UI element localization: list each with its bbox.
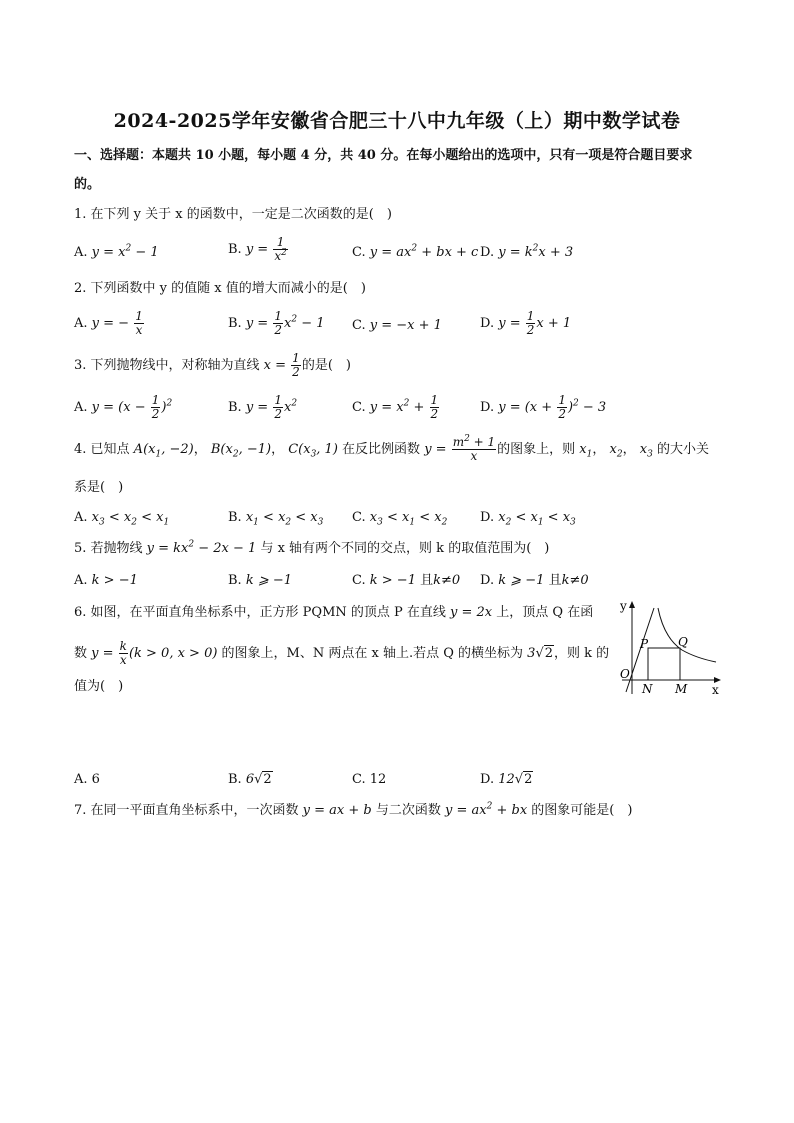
- q2-option-a: A. y = − $\frac{1}{x}$: [74, 309, 143, 337]
- label-n: N: [642, 682, 653, 696]
- label-y: y: [620, 599, 627, 613]
- q4-stem: 4. 已知点 $A(x_1$, −2)， $B(x_2$, −1)， $C(x_3$, 1) 在反比例函数 y = $\frac{m^2 + 1}{x}$ 的图象上，则 $x_1$， $x_2$， $x_3$ 的大小关: [74, 434, 709, 463]
- q6-stem-line1: 6. 如图，在平面直角坐标系中，正方形 PQMN 的顶点 P 在直线 y = 2x 上，顶点 Q 在函: [74, 605, 594, 620]
- label-q: Q: [678, 635, 688, 649]
- label-o: O: [620, 667, 630, 681]
- q5-option-c: C. k > −1 且k≠0: [352, 573, 461, 588]
- q3-option-d: D. y = (x + $\frac{1}{2}$ )$^2$ − 3: [480, 393, 607, 421]
- q6-stem-line3: 值为( ): [74, 679, 124, 694]
- q4-option-d: D. $x_2 < x_1 < x_3$: [480, 510, 576, 528]
- q5-option-a: A. k > −1: [74, 573, 138, 588]
- q2-option-d: D. y = $\frac{1}{2}$ x + 1: [480, 309, 572, 337]
- q6-stem-line2: 数 y = $\frac{k}{x}$ (k > 0, x > 0) 的图象上，M、N 两点在 x 轴上.若点 Q 的横坐标为 3√2，则 k 的: [74, 639, 610, 667]
- q5-stem: 5. 若抛物线 $y = kx^2 - 2x - 1$ 与 x 轴有两个不同的交点，则 k 的取值范围为( ): [74, 539, 550, 556]
- section-header-line2: 的。: [74, 177, 101, 192]
- q4-option-a: A. $x_3 < x_2 < x_1$: [74, 510, 170, 528]
- q2-stem: 2. 下列函数中 y 的值随 x 值的增大而减小的是( ): [74, 281, 366, 296]
- q1-option-a: A. $y = x^2 - 1$: [74, 243, 159, 260]
- y-axis-arrow: [629, 601, 635, 608]
- q1-option-c: C. $y = ax^2$ + bx + c: [352, 243, 479, 260]
- section-header-line1: 一、选择题：本题共 10 小题，每小题 4 分，共 40 分。在每小题给出的选项中，只有一项是符合题目要求: [74, 148, 693, 163]
- q4-option-b: B. $x_1 < x_2 < x_3$: [228, 510, 324, 528]
- q5-option-d: D. k ⩾ −1 且k≠0: [480, 573, 589, 588]
- label-m: M: [675, 682, 688, 696]
- q1-option-d: D. $y = k^2x + 3$: [480, 243, 574, 260]
- q4-option-c: C. $x_3 < x_1 < x_2$: [352, 510, 448, 528]
- q6-option-b: B. 6√2: [228, 772, 272, 787]
- q3-option-c: C. $y = x^2$ + $\frac{1}{2}$: [352, 393, 439, 421]
- q3-option-b: B. y = $\frac{1}{2}$ $x^2$: [228, 393, 298, 421]
- q6-option-a: A. 6: [74, 772, 100, 787]
- q1-option-b: B. y = $\frac{1}{x^2}$: [228, 235, 287, 263]
- q3-option-a: A. y = (x − $\frac{1}{2}$ )$^2$: [74, 393, 173, 421]
- q2-option-b: B. y = $\frac{1}{2}$ $x^2 - 1$: [228, 309, 325, 337]
- q7-stem: 7. 在同一平面直角坐标系中，一次函数 y = ax + b 与二次函数 $y = ax^2$ + bx 的图象可能是( ): [74, 801, 633, 818]
- q5-option-b: B. k ⩾ −1: [228, 573, 293, 588]
- q6-option-d: D. 12√2: [480, 772, 533, 787]
- q6-option-c: C. 12: [352, 772, 387, 787]
- page-title: 2024-2025学年安徽省合肥三十八中九年级（上）期中数学试卷: [113, 110, 681, 132]
- q6-figure: [612, 598, 724, 698]
- q3-stem: 3. 下列抛物线中，对称轴为直线 x = $\frac{1}{2}$ 的是( ): [74, 351, 351, 379]
- label-p: P: [640, 637, 649, 651]
- q2-option-c: C. y = −x + 1: [352, 318, 442, 333]
- q1-stem: 1. 在下列 y 关于 x 的函数中，一定是二次函数的是( ): [74, 207, 392, 222]
- square-pqmn: [648, 648, 680, 680]
- q4-stem-line2: 系是( ): [74, 480, 124, 495]
- label-x: x: [712, 683, 719, 697]
